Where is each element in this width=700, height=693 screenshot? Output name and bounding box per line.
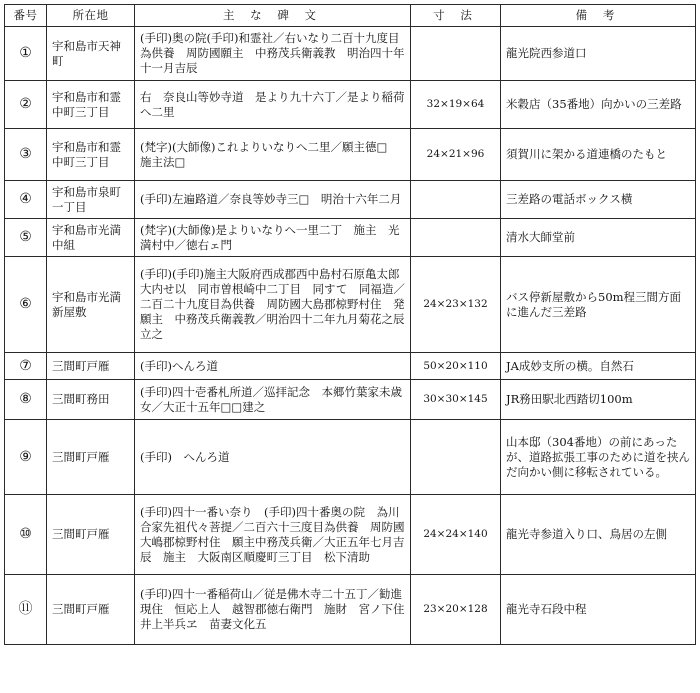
row-size — [411, 420, 501, 495]
row-location: 宇和島市和霊中町三丁目 — [47, 129, 135, 181]
row-remarks: JR務田駅北西踏切100m — [501, 380, 696, 420]
row-remarks: 龍光寺参道入り口、鳥居の左側 — [501, 495, 696, 575]
row-size: 24×21×96 — [411, 129, 501, 181]
row-size — [411, 27, 501, 81]
table-row — [5, 219, 696, 257]
row-size: 23×20×128 — [411, 575, 501, 645]
row-remarks: 龍光寺石段中程 — [501, 575, 696, 645]
table-row — [5, 257, 696, 353]
row-number: ⑥ — [5, 257, 47, 353]
row-location: 三間町戸雁 — [47, 495, 135, 575]
table-row — [5, 495, 696, 575]
row-size: 50×20×110 — [411, 353, 501, 380]
row-size — [411, 181, 501, 219]
table-row — [5, 181, 696, 219]
header-inscription: 主 な 碑 文 — [135, 5, 411, 27]
row-remarks: 須賀川に架かる道連橋のたもと — [501, 129, 696, 181]
table-row — [5, 81, 696, 129]
row-location: 三間町戸雁 — [47, 353, 135, 380]
row-size: 30×30×145 — [411, 380, 501, 420]
header-remarks: 備 考 — [501, 5, 696, 27]
row-size: 32×19×64 — [411, 81, 501, 129]
header-row — [5, 5, 696, 27]
header-number: 番号 — [5, 5, 47, 27]
row-number: ⑩ — [5, 495, 47, 575]
row-inscription: (手印)四十一番稲荷山／従是佛木寺二十五丁／勧進 現住 恒応上人 越智郡徳右衛門 施財 宮ノ下住 井上半兵ヱ 苗妻文化五 — [135, 575, 411, 645]
row-remarks: 清水大師堂前 — [501, 219, 696, 257]
row-inscription: (手印)四十壱番札所道／巡拝記念 本郷竹葉家未歳女／大正十五年□□建之 — [135, 380, 411, 420]
row-number: ① — [5, 27, 47, 81]
row-inscription: (梵字)(大師像)これよりいなりへ二里／願主德□ 施主法□ — [135, 129, 411, 181]
header-size: 寸 法 — [411, 5, 501, 27]
row-number: ④ — [5, 181, 47, 219]
table-row — [5, 575, 696, 645]
row-location: 宇和島市天神町 — [47, 27, 135, 81]
table-row — [5, 27, 696, 81]
row-remarks: バス停新屋敷から50m程三間方面に進んだ三差路 — [501, 257, 696, 353]
row-inscription: (手印)(手印)施主大阪府西成郡西中島村石原亀太郎 大内せ以 同市曽根崎中二丁目 同すて 同福造／二百二十九度目為供養 周防國大島郡椋野村住 発願主 中務茂兵衛義教／明治四十二年九月菊花之辰立之 — [135, 257, 411, 353]
row-number: ⑦ — [5, 353, 47, 380]
row-size: 24×23×132 — [411, 257, 501, 353]
row-remarks: JA成妙支所の横。自然石 — [501, 353, 696, 380]
table-row — [5, 420, 696, 495]
row-inscription: (梵字)(大師像)是よりいなりへ一里二丁 施主 光満村中／徳右ェ門 — [135, 219, 411, 257]
row-number: ⑪ — [5, 575, 47, 645]
row-inscription: (手印)へんろ道 — [135, 353, 411, 380]
row-number: ⑤ — [5, 219, 47, 257]
row-remarks: 山本邸（304番地）の前にあったが、道路拡張工事のために道を挟んだ向かい側に移転されている。 — [501, 420, 696, 495]
row-remarks: 龍光院西参道口 — [501, 27, 696, 81]
row-inscription: (手印)左遍路道／奈良等妙寺三□ 明治十六年二月 — [135, 181, 411, 219]
row-remarks: 三差路の電話ボックス横 — [501, 181, 696, 219]
row-location: 三間町務田 — [47, 380, 135, 420]
row-remarks: 米穀店（35番地）向かいの三差路 — [501, 81, 696, 129]
row-inscription: (手印) へんろ道 — [135, 420, 411, 495]
row-number: ③ — [5, 129, 47, 181]
table-row — [5, 129, 696, 181]
row-size — [411, 219, 501, 257]
row-location: 宇和島市泉町一丁目 — [47, 181, 135, 219]
row-number: ⑧ — [5, 380, 47, 420]
row-number: ⑨ — [5, 420, 47, 495]
row-location: 三間町戸雁 — [47, 575, 135, 645]
row-inscription: 右 奈良山等妙寺道 是より九十六丁／是より稲荷へ二里 — [135, 81, 411, 129]
row-location: 宇和島市光満中組 — [47, 219, 135, 257]
table-row — [5, 353, 696, 380]
row-inscription: (手印)奥の院(手印)和霊社／右いなり二百十九度目為供養 周防國願主 中務茂兵衛義教 明治四十年十一月吉辰 — [135, 27, 411, 81]
header-location: 所在地 — [47, 5, 135, 27]
row-location: 三間町戸雁 — [47, 420, 135, 495]
monument-table — [4, 4, 696, 645]
row-number: ② — [5, 81, 47, 129]
row-size: 24×24×140 — [411, 495, 501, 575]
table-row — [5, 380, 696, 420]
row-location: 宇和島市光満新屋敷 — [47, 257, 135, 353]
row-inscription: (手印)四十一番い奈り (手印)四十番奥の院 為川合家先祖代々菩提／二百六十三度目為供養 周防國大嶋郡椋野村住 願主中務茂兵衛／大正五年七月吉辰 施主 大阪南区順慶町三丁目 松下清助 — [135, 495, 411, 575]
row-location: 宇和島市和霊中町三丁目 — [47, 81, 135, 129]
